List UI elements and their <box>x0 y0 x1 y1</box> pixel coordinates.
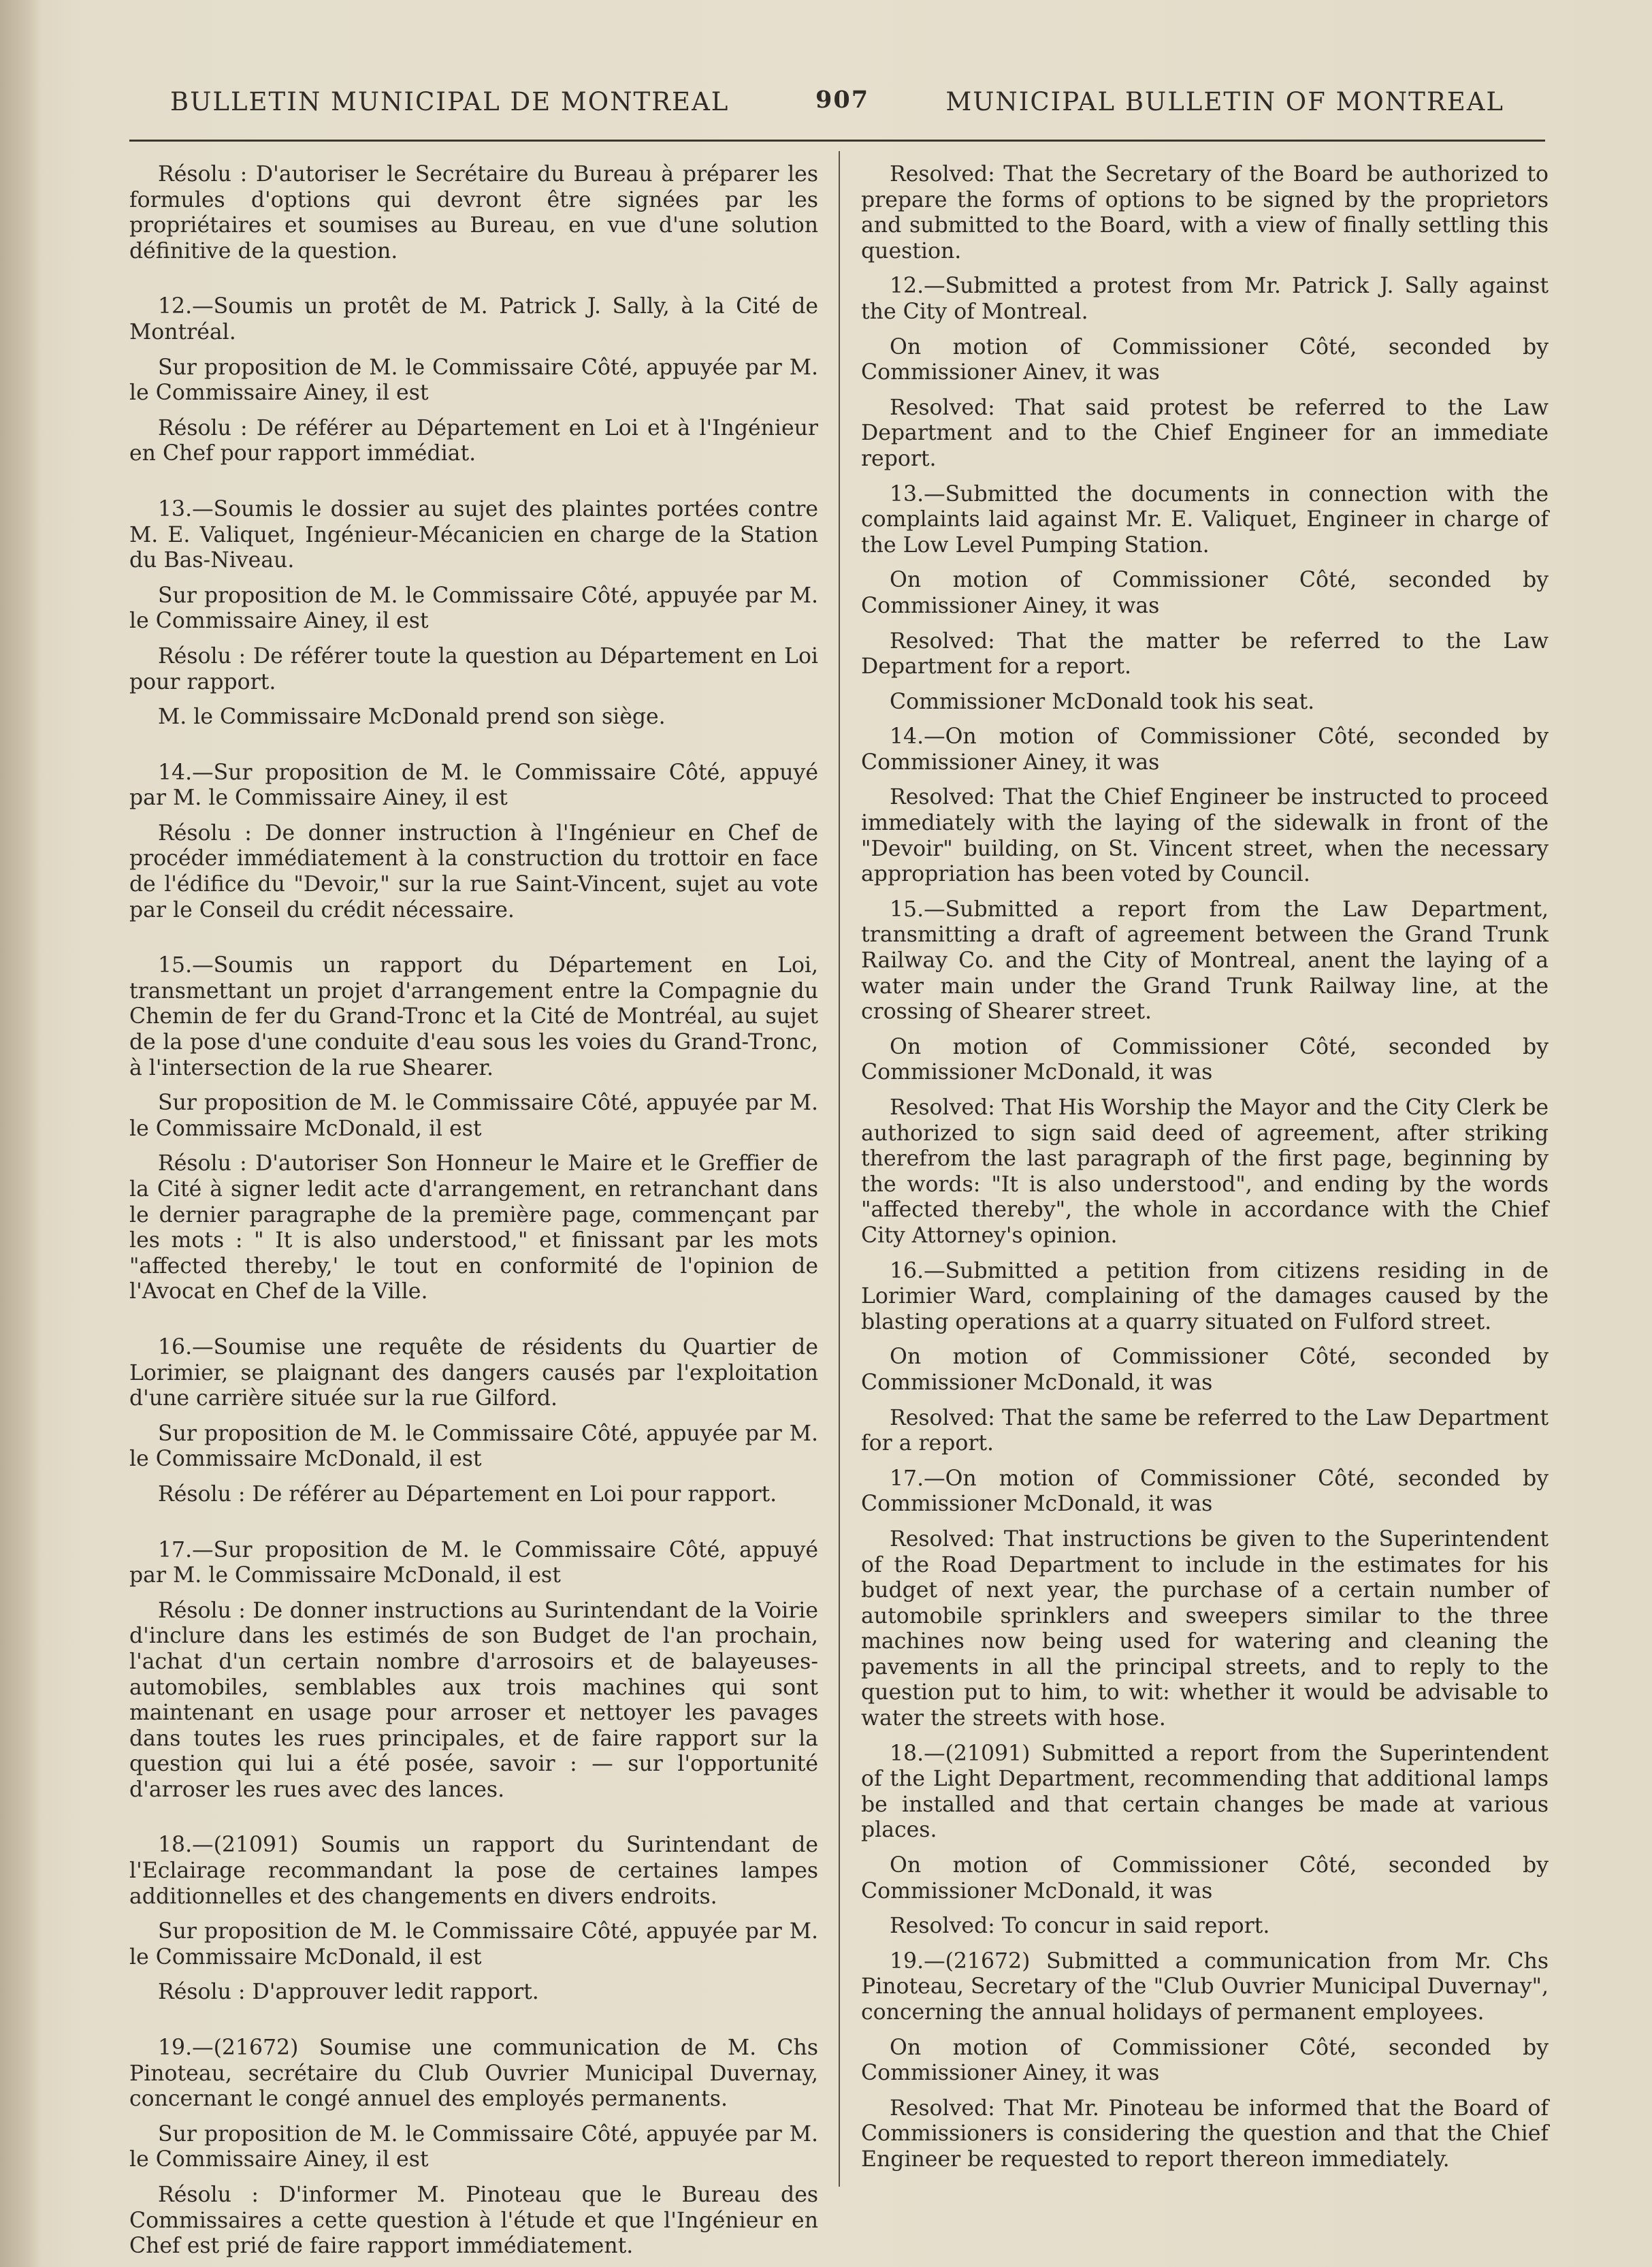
french-paragraph: 12.—Soumis un protêt de M. Patrick J. Sally, à la Cité de Montréal. <box>129 294 818 344</box>
french-paragraph: Résolu : De référer au Département en Loi et à l'Ingénieur en Chef pour rapport immédiat. <box>129 415 818 466</box>
french-paragraph: M. le Commissaire McDonald prend son siège. <box>158 705 666 730</box>
french-paragraph: 17.—Sur proposition de M. le Commissaire Côté, appuyé par M. le Commissaire McDonald, il est <box>129 1537 818 1588</box>
english-paragraph: Resolved: That the Chief Engineer be instructed to proceed immediately with the laying of the sidewalk in front of the "Devoir" building, on St. Vincent street, when the necessary appropriation has been voted by Council. <box>861 785 1549 887</box>
english-paragraph: Resolved: That instructions be given to the Superintendent of the Road Department to include in the estimates for his budget of next year, the purchase of a certain number of automobile sprinklers and sweepers similar to the three machines now being used for watering and cleaning the pavements in all the principal streets, and to reply to the question put to him, to wit: whether it would be advisable to water the streets with hose. <box>861 1526 1549 1731</box>
french-paragraph: Résolu : D'autoriser le Secrétaire du Bureau à préparer les formules d'options qui devront être signées par les propriétaires et soumises au Bureau, en vue d'une solution définitive de la question. <box>129 162 818 263</box>
english-paragraph: 15.—Submitted a report from the Law Department, transmitting a draft of agreement between the Grand Trunk Railway Co. and the City of Montreal, anent the laying of a water main under the Grand Trunk Railway line, at the crossing of Shearer street. <box>861 897 1549 1025</box>
french-paragraph: Résolu : De référer au Département en Loi pour rapport. <box>158 1481 777 1507</box>
french-paragraph: Résolu : De référer toute la question au Département en Loi pour rapport. <box>129 643 818 694</box>
english-paragraph: On motion of Commissioner Côté, seconded by Commissioner Ainey, it was <box>861 2035 1549 2086</box>
french-column <box>129 162 818 2260</box>
french-paragraph: Résolu : D'autoriser Son Honneur le Maire et le Greffier de la Cité à signer ledit acte d'arrangement, en retranchant dans le dernier paragraphe de la première page, commençant par les mots : " It is also understood," et finissant par les mots "affected thereby,' le tout en conformité de l'opinion de l'Avocat en Chef de la Ville. <box>129 1151 818 1304</box>
english-paragraph: Resolved: That His Worship the Mayor and the City Clerk be authorized to sign said deed of agreement, after striking therefrom the last paragraph of the first page, beginning by the words: "It is also understood", and ending by the words "affected thereby", the whole in accordance with the Chief City Attorney's opinion. <box>861 1095 1549 1248</box>
english-paragraph: Commissioner McDonald took his seat. <box>890 689 1315 714</box>
page-header <box>170 80 1504 121</box>
french-paragraph: 16.—Soumise une requête de résidents du Quartier de Lorimier, se plaignant des dangers causés par l'exploitation d'une carrière située sur la rue Gilford. <box>129 1334 818 1411</box>
english-paragraph: On motion of Commissioner Côté, seconded by Commissioner McDonald, it was <box>861 1345 1549 1395</box>
french-paragraph: Sur proposition de M. le Commissaire Côté, appuyée par M. le Commissaire Ainey, il est <box>129 355 818 406</box>
english-paragraph: 16.—Submitted a petition from citizens residing in de Lorimier Ward, complaining of the damages caused by the blasting operations at a quarry situated on Fulford street. <box>861 1258 1549 1334</box>
english-paragraph: Resolved: That Mr. Pinoteau be informed that the Board of Commissioners is considering the question and that the Chief Engineer be requested to report thereon immediately. <box>861 2095 1549 2172</box>
english-column <box>861 162 1549 2173</box>
english-paragraph: Resolved: That the same be referred to the Law Department for a report. <box>861 1405 1549 1456</box>
column-divider <box>839 151 840 2187</box>
english-paragraph: 19.—(21672) Submitted a communication from Mr. Chs Pinoteau, Secretary of the "Club Ouvrier Municipal Duvernay", concerning the annual holidays of permanent employees. <box>861 1948 1549 2025</box>
french-paragraph: Sur proposition de M. le Commissaire Côté, appuyée par M. le Commissaire McDonald, il est <box>129 1919 818 1969</box>
french-paragraph: Résolu : D'informer M. Pinoteau que le Bureau des Commissaires a cette question à l'étude et que l'Ingénieur en Chef est prié de faire rapport immédiatement. <box>129 2183 818 2259</box>
english-paragraph: 18.—(21091) Submitted a report from the Superintendent of the Light Department, recommending that additional lamps be installed and that certain changes be made at various places. <box>861 1741 1549 1843</box>
french-paragraph: 13.—Soumis le dossier au sujet des plaintes portées contre M. E. Valiquet, Ingénieur-Mécanicien en charge de la Station du Bas-Niveau. <box>129 496 818 573</box>
french-paragraph: Résolu : D'approuver ledit rapport. <box>158 1980 539 2005</box>
english-paragraph: Resolved: That said protest be referred to the Law Department and to the Chief Engineer for an immediate report. <box>861 395 1549 471</box>
french-paragraph: Résolu : De donner instructions au Surintendant de la Voirie d'inclure dans les estimés de son Budget de l'an prochain, l'achat d'un certain nombre d'arrosoirs et de balayeuses-automobiles, semblables aux trois machines qui sont maintenant en usage pour arroser et nettoyer les pavages dans toutes les rues principales, et de faire rapport sur la question qui lui a été posée, savoir : — sur l'opportunité d'arroser les rues avec des lances. <box>129 1598 818 1802</box>
header-title-english: MUNICIPAL BULLETIN OF MONTREAL <box>945 87 1504 116</box>
french-paragraph: 15.—Soumis un rapport du Département en Loi, transmettant un projet d'arrangement entre la Compagnie du Chemin de fer du Grand-Tronc et la Cité de Montréal, au sujet de la pose d'une conduite d'eau sous les voies du Grand-Tronc, à l'intersection de la rue Shearer. <box>129 953 818 1080</box>
french-paragraph: 19.—(21672) Soumise une communication de M. Chs Pinoteau, secrétaire du Club Ouvrier Municipal Duvernay, concernant le congé annuel des employés permanents. <box>129 2036 818 2112</box>
english-paragraph: Resolved: That the Secretary of the Board be authorized to prepare the forms of options to be signed by the proprietors and submitted to the Board, with a view of finally settling this question. <box>861 162 1549 263</box>
french-paragraph: Sur proposition de M. le Commissaire Côté, appuyée par M. le Commissaire Ainey, il est <box>129 2121 818 2172</box>
french-paragraph: 14.—Sur proposition de M. le Commissaire Côté, appuyé par M. le Commissaire Ainey, il est <box>129 760 818 811</box>
french-paragraph: Résolu : De donner instruction à l'Ingénieur en Chef de procéder immédiatement à la construction du trottoir en face de l'édifice du "Devoir," sur la rue Saint-Vincent, sujet au vote par le Conseil du crédit nécessaire. <box>129 820 818 922</box>
english-paragraph: 17.—On motion of Commissioner Côté, seconded by Commissioner McDonald, it was <box>861 1466 1549 1517</box>
french-paragraph: Sur proposition de M. le Commissaire Côté, appuyée par M. le Commissaire McDonald, il est <box>129 1091 818 1141</box>
page-binding-edge <box>0 0 41 2267</box>
english-paragraph: On motion of Commissioner Côté, seconded by Commissioner McDonald, it was <box>861 1853 1549 1903</box>
english-paragraph: On motion of Commissioner Côté, seconded by Commissioner McDonald, it was <box>861 1034 1549 1085</box>
french-paragraph: Sur proposition de M. le Commissaire Côté, appuyée par M. le Commissaire McDonald, il est <box>129 1421 818 1472</box>
french-paragraph: 18.—(21091) Soumis un rapport du Surintendant de l'Eclairage recommandant la pose de certaines lampes additionnelles et des changements en divers endroits. <box>129 1833 818 1909</box>
french-paragraph: Sur proposition de M. le Commissaire Côté, appuyée par M. le Commissaire Ainey, il est <box>129 583 818 634</box>
english-paragraph: On motion of Commissioner Côté, seconded by Commissioner Ainev, it was <box>861 334 1549 385</box>
english-paragraph: 13.—Submitted the documents in connection with the complaints laid against Mr. E. Valiquet, Engineer in charge of the Low Level Pumping Station. <box>861 481 1549 558</box>
english-paragraph: Resolved: To concur in said report. <box>890 1914 1270 1939</box>
header-rule <box>129 140 1545 142</box>
english-paragraph: 12.—Submitted a protest from Mr. Patrick J. Sally against the City of Montreal. <box>861 274 1549 324</box>
english-paragraph: Resolved: That the matter be referred to the Law Department for a report. <box>861 628 1549 679</box>
header-title-french: BULLETIN MUNICIPAL DE MONTREAL <box>170 87 730 116</box>
page-number: 907 <box>815 86 870 114</box>
english-paragraph: 14.—On motion of Commissioner Côté, seconded by Commissioner Ainey, it was <box>861 724 1549 775</box>
english-paragraph: On motion of Commissioner Côté, seconded by Commissioner Ainey, it was <box>861 568 1549 618</box>
